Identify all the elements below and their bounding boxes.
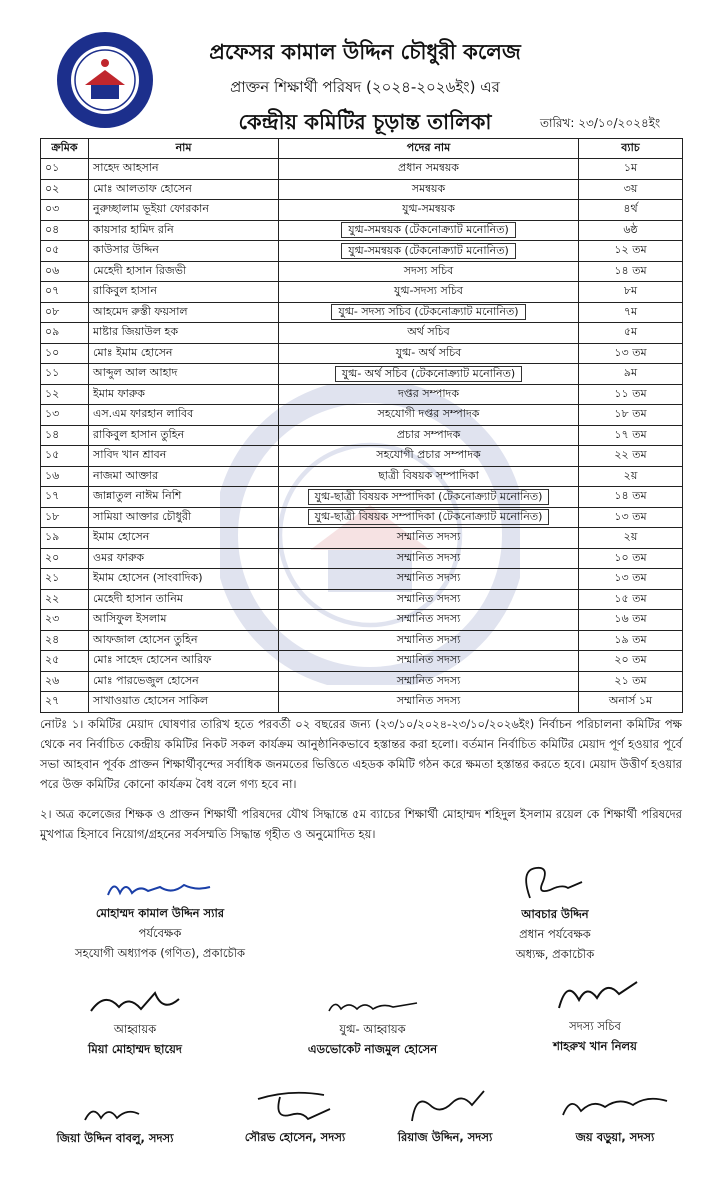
signer-line: জয় বড়ুয়া, সদস্য — [575, 1130, 655, 1144]
table-row — [41, 610, 683, 631]
table-row — [41, 528, 683, 549]
name-cell: কাউসার উদ্দিন — [89, 241, 279, 262]
name-cell: মেহেদী হাসান রিজভী — [89, 261, 279, 282]
header-serial: ক্রমিক — [41, 139, 89, 159]
table-row — [41, 323, 683, 344]
serial-cell: ২৫ — [41, 651, 89, 672]
signature-icon — [400, 1085, 490, 1127]
post-cell — [279, 302, 579, 323]
note-2: ২। অত্র কলেজের শিক্ষক ও প্রাক্তন শিক্ষার্থী পরিষদের যৌথ সিদ্ধান্তে ৫ম ব্যাচের শিক্ষার্থী মোহাম্মদ শহিদুল ইসলাম রয়েল কে শিক্ষার্থী পরিষদের মুখপাত্র হিসাবে নিয়োগ/গ্রহনের সর্বসম্মতি সিদ্ধান্ত গৃহীত ও অনুমোদিত হয়। — [40, 807, 682, 841]
table-row — [41, 507, 683, 528]
serial-cell: ০৯ — [41, 323, 89, 344]
name-cell: সামিয়া আক্তার চৌধুরী — [89, 507, 279, 528]
post-label: যুগ্ম-ছাত্রী বিষয়ক সম্পাদিকা (টেকনোক্র্যাট মনোনিত) — [308, 509, 550, 525]
name-cell: রাকিবুল হাসান — [89, 282, 279, 303]
name-cell: মেহেদী হাসান তানিম — [89, 589, 279, 610]
name-cell: মোঃ সাহেদ হোসেন আরিফ — [89, 651, 279, 672]
signature-icon — [555, 1085, 675, 1127]
signer-role: প্রধান পর্যবেক্ষক — [519, 927, 591, 941]
signer-role: পর্যবেক্ষক — [138, 926, 182, 940]
name-cell: জান্নাতুল নাঈম নিশি — [89, 487, 279, 508]
batch-cell: ৩য় — [579, 179, 683, 200]
serial-cell: ০৮ — [41, 302, 89, 323]
batch-cell: ১৫ তম — [579, 589, 683, 610]
serial-cell: ০৬ — [41, 261, 89, 282]
batch-cell: ৯ম — [579, 364, 683, 385]
batch-cell: ১৩ তম — [579, 569, 683, 590]
post-cell: সম্মানিত সদস্য — [279, 589, 579, 610]
post-cell: সম্মানিত সদস্য — [279, 528, 579, 549]
serial-cell: ২৬ — [41, 671, 89, 692]
batch-cell: ১৩ তম — [579, 343, 683, 364]
signer-name: মোহাম্মদ কামাল উদ্দিন স্যার — [95, 906, 225, 920]
batch-cell: ৫ম — [579, 323, 683, 344]
serial-cell: ২৩ — [41, 610, 89, 631]
table-row — [41, 671, 683, 692]
name-cell: ইমাম হোসেন — [89, 528, 279, 549]
name-cell: ইমাম ফারুক — [89, 384, 279, 405]
post-cell: সম্মানিত সদস্য — [279, 548, 579, 569]
table-row — [41, 179, 683, 200]
serial-cell: ১৮ — [41, 507, 89, 528]
batch-cell: ২২ তম — [579, 446, 683, 467]
table-row — [41, 589, 683, 610]
table-row — [41, 692, 683, 713]
table-row — [41, 384, 683, 405]
signature-icon — [75, 1098, 155, 1128]
serial-cell: ২৭ — [41, 692, 89, 713]
signer-line: রিয়াজ উদ্দিন, সদস্য — [397, 1130, 493, 1144]
serial-cell: ২০ — [41, 548, 89, 569]
table-row — [41, 302, 683, 323]
signature-icon — [545, 972, 645, 1016]
batch-cell: ৮ম — [579, 282, 683, 303]
table-body — [41, 159, 683, 713]
post-cell — [279, 507, 579, 528]
table-row — [41, 241, 683, 262]
post-cell: সহযোগী প্রচার সম্পাদক — [279, 446, 579, 467]
table-row — [41, 364, 683, 385]
table-header-row — [41, 139, 683, 159]
batch-cell: ১০ তম — [579, 548, 683, 569]
signature-block-joint-convener — [285, 993, 460, 1059]
signer-name: মিয়া মোহাম্মদ ছায়েদ — [88, 1042, 182, 1056]
signature-icon — [100, 875, 220, 903]
post-cell: সদস্য সচিব — [279, 261, 579, 282]
batch-cell: ১১ তম — [579, 384, 683, 405]
signer-role-detail: অধ্যক্ষ, প্রকাচৌক — [515, 947, 595, 961]
table-row — [41, 200, 683, 221]
serial-cell: ২২ — [41, 589, 89, 610]
serial-cell: ০১ — [41, 159, 89, 180]
batch-cell: ১৬ তম — [579, 610, 683, 631]
post-cell: ছাত্রী বিষয়ক সম্পাদিকা — [279, 466, 579, 487]
post-label: যুগ্ম-ছাত্রী বিষয়ক সম্পাদিকা (টেকনোক্র্যাট মনোনিত) — [308, 489, 550, 505]
serial-cell: ১৪ — [41, 425, 89, 446]
college-alumni-logo-icon — [55, 30, 155, 130]
serial-cell: ০৭ — [41, 282, 89, 303]
batch-cell: অনার্স ১ম — [579, 692, 683, 713]
batch-cell: ২য় — [579, 466, 683, 487]
name-cell: সাখাওয়াত হোসেন সাকিল — [89, 692, 279, 713]
name-cell: নাজমা আক্তার — [89, 466, 279, 487]
serial-cell: ১৯ — [41, 528, 89, 549]
name-cell: সাহেদ আহসান — [89, 159, 279, 180]
signature-icon — [510, 860, 600, 904]
serial-cell: ১১ — [41, 364, 89, 385]
batch-cell: ২১ তম — [579, 671, 683, 692]
post-cell: সহযোগী দপ্তর সম্পাদক — [279, 405, 579, 426]
note-1: নোটঃ ১। কমিটির মেয়াদ ঘোষণার তারিখ হতে পরবর্তী ০২ বছরের জন্য (২৩/১০/২০২৪-২৩/১০/২০২৬ইং) নির্বাচন পরিচালনা কমিটির পক্ষ থেকে নব নির্বাচিত কেন্দ্রীয় কমিটির নিকট সকল কার্যক্রম আনুষ্ঠানিকভাবে হস্তান্তর করা হলো। বর্তমান নির্বাচিত কমিটির মেয়াদ পূর্ণ হওয়ার পূর্বে সভা আহবান পূর্বক প্রাক্তন শিক্ষার্থীবৃন্দের সর্বাধিক জনমতের ভিত্তিতে এহডক কমিটি গঠন করে ক্ষমতা হস্তান্তর করতে হবে। মেয়াদ উত্তীর্ণ হওয়ার পরে উক্ত কমিটির কোনো কার্যক্রম বৈধ বলে গণ্য হবে না। — [40, 717, 682, 791]
batch-cell: ৪র্থ — [579, 200, 683, 221]
post-cell — [279, 241, 579, 262]
serial-cell: ০৪ — [41, 220, 89, 241]
post-cell — [279, 220, 579, 241]
batch-cell: ১৮ তম — [579, 405, 683, 426]
signer-line: সৌরভ হোসেন, সদস্য — [244, 1130, 346, 1144]
signer-line: জিয়া উদ্দিন বাবলু, সদস্য — [56, 1131, 174, 1145]
batch-cell: ৬ষ্ঠ — [579, 220, 683, 241]
header-batch: ব্যাচ — [579, 139, 683, 159]
signer-role-detail: সহযোগী অধ্যাপক (গণিত), প্রকাচৌক — [74, 946, 246, 960]
signature-block-chief-observer — [455, 860, 655, 964]
list-title: কেন্দ্রীয় কমিটির চূড়ান্ত তালিকা — [238, 110, 492, 134]
table-row — [41, 630, 683, 651]
post-label: যুগ্ম- সদস্য সচিব (টেকনোক্র্যাট মনোনিত) — [331, 304, 525, 320]
batch-cell: ৭ম — [579, 302, 683, 323]
serial-cell: ০৫ — [41, 241, 89, 262]
college-name: প্রফেসর কামাল উদ্দিন চৌধুরী কলেজ — [209, 40, 521, 64]
batch-cell: ১৪ তম — [579, 487, 683, 508]
signature-block-member-3 — [375, 1085, 515, 1147]
signature-icon — [250, 1085, 340, 1127]
table-row — [41, 405, 683, 426]
signature-block-observer — [55, 875, 265, 963]
name-cell: আহমেদ রুস্তী ফয়সাল — [89, 302, 279, 323]
name-cell: কায়সার হামিদ রনি — [89, 220, 279, 241]
name-cell: আসিফুল ইসলাম — [89, 610, 279, 631]
name-cell: আফজাল হোসেন তুহিন — [89, 630, 279, 651]
table-row — [41, 548, 683, 569]
name-cell: মোঃ পারভেজুল হোসেন — [89, 671, 279, 692]
table-row — [41, 487, 683, 508]
post-cell: সম্মানিত সদস্য — [279, 692, 579, 713]
post-label: যুগ্ম- অর্থ সচিব (টেকনোক্র্যাট মনোনিত) — [335, 366, 522, 382]
signature-block-member-4 — [540, 1085, 690, 1147]
name-cell: এস.এম ফারহান লাবিব — [89, 405, 279, 426]
table-row — [41, 220, 683, 241]
header-post: পদের নাম — [279, 139, 579, 159]
serial-cell: ১০ — [41, 343, 89, 364]
signer-role: আহ্বায়ক — [113, 1022, 157, 1036]
name-cell: মোঃ ইমাম হোসেন — [89, 343, 279, 364]
signer-role: যুগ্ম- আহ্বায়ক — [339, 1022, 406, 1036]
post-label: যুগ্ম-সমন্বয়ক (টেকনোক্র্যাট মনোনিত) — [341, 243, 516, 259]
name-cell: মাষ্টার জিয়াউল হক — [89, 323, 279, 344]
table-row — [41, 446, 683, 467]
signer-name: এডভোকেট নাজমুল হোসেন — [307, 1042, 438, 1056]
batch-cell: ১৭ তম — [579, 425, 683, 446]
name-cell: সাবিদ খান শ্রাবন — [89, 446, 279, 467]
post-cell: যুগ্ম-সদস্য সচিব — [279, 282, 579, 303]
batch-cell: ১ম — [579, 159, 683, 180]
council-subtitle: প্রাক্তন শিক্ষার্থী পরিষদ (২০২৪-২০২৬ইং) এর — [230, 78, 500, 96]
issue-date: তারিখ: ২৩/১০/২০২৪ইং — [540, 116, 661, 130]
post-cell — [279, 487, 579, 508]
committee-table — [40, 138, 683, 713]
signature-block-convener — [60, 985, 210, 1059]
post-cell: অর্থ সচিব — [279, 323, 579, 344]
post-cell — [279, 364, 579, 385]
signature-block-member-2 — [225, 1085, 365, 1147]
table-row — [41, 261, 683, 282]
post-cell: সম্মানিত সদস্য — [279, 610, 579, 631]
signer-name: আবচার উদ্দিন — [521, 907, 589, 921]
signer-role: সদস্য সচিব — [569, 1019, 621, 1033]
serial-cell: ০৩ — [41, 200, 89, 221]
batch-cell: ১৯ তম — [579, 630, 683, 651]
signature-block-member-1 — [45, 1098, 185, 1148]
signer-name: শাহরুখ খান নিলয় — [553, 1039, 637, 1053]
post-cell: সম্মানিত সদস্য — [279, 569, 579, 590]
post-cell: প্রধান সমন্বয়ক — [279, 159, 579, 180]
serial-cell: ১৭ — [41, 487, 89, 508]
table-row — [41, 466, 683, 487]
header-name: নাম — [89, 139, 279, 159]
table-row — [41, 159, 683, 180]
serial-cell: ১৩ — [41, 405, 89, 426]
post-cell: সমন্বয়ক — [279, 179, 579, 200]
post-cell: সম্মানিত সদস্য — [279, 671, 579, 692]
batch-cell: ১৩ তম — [579, 507, 683, 528]
serial-cell: ১২ — [41, 384, 89, 405]
serial-cell: ১৬ — [41, 466, 89, 487]
signature-icon — [85, 985, 185, 1019]
table-row — [41, 569, 683, 590]
table-row — [41, 282, 683, 303]
batch-cell: ১২ তম — [579, 241, 683, 262]
post-label: যুগ্ম-সমন্বয়ক (টেকনোক্র্যাট মনোনিত) — [341, 222, 516, 238]
post-cell: যুগ্ম-সমন্বয়ক — [279, 200, 579, 221]
batch-cell: ১৪ তম — [579, 261, 683, 282]
name-cell: নুরুচ্ছালাম ভূইয়া ফোরকান — [89, 200, 279, 221]
batch-cell: ২০ তম — [579, 651, 683, 672]
post-cell: সম্মানিত সদস্য — [279, 651, 579, 672]
table-row — [41, 343, 683, 364]
batch-cell: ২য় — [579, 528, 683, 549]
post-cell: সম্মানিত সদস্য — [279, 630, 579, 651]
name-cell: রাকিবুল হাসান তুহিন — [89, 425, 279, 446]
name-cell: মোঃ আলতাফ হোসেন — [89, 179, 279, 200]
notes-section — [40, 714, 682, 854]
signature-block-member-secretary — [520, 972, 670, 1056]
serial-cell: ০২ — [41, 179, 89, 200]
table-row — [41, 651, 683, 672]
post-cell: যুগ্ম- অর্থ সচিব — [279, 343, 579, 364]
serial-cell: ২১ — [41, 569, 89, 590]
table-row — [41, 425, 683, 446]
name-cell: ওমর ফারুক — [89, 548, 279, 569]
name-cell: আব্দুল আল আহাদ — [89, 364, 279, 385]
post-cell: দপ্তর সম্পাদক — [279, 384, 579, 405]
serial-cell: ১৫ — [41, 446, 89, 467]
name-cell: ইমাম হোসেন (সাংবাদিক) — [89, 569, 279, 590]
post-cell: প্রচার সম্পাদক — [279, 425, 579, 446]
serial-cell: ২৪ — [41, 630, 89, 651]
signature-icon — [323, 993, 423, 1019]
